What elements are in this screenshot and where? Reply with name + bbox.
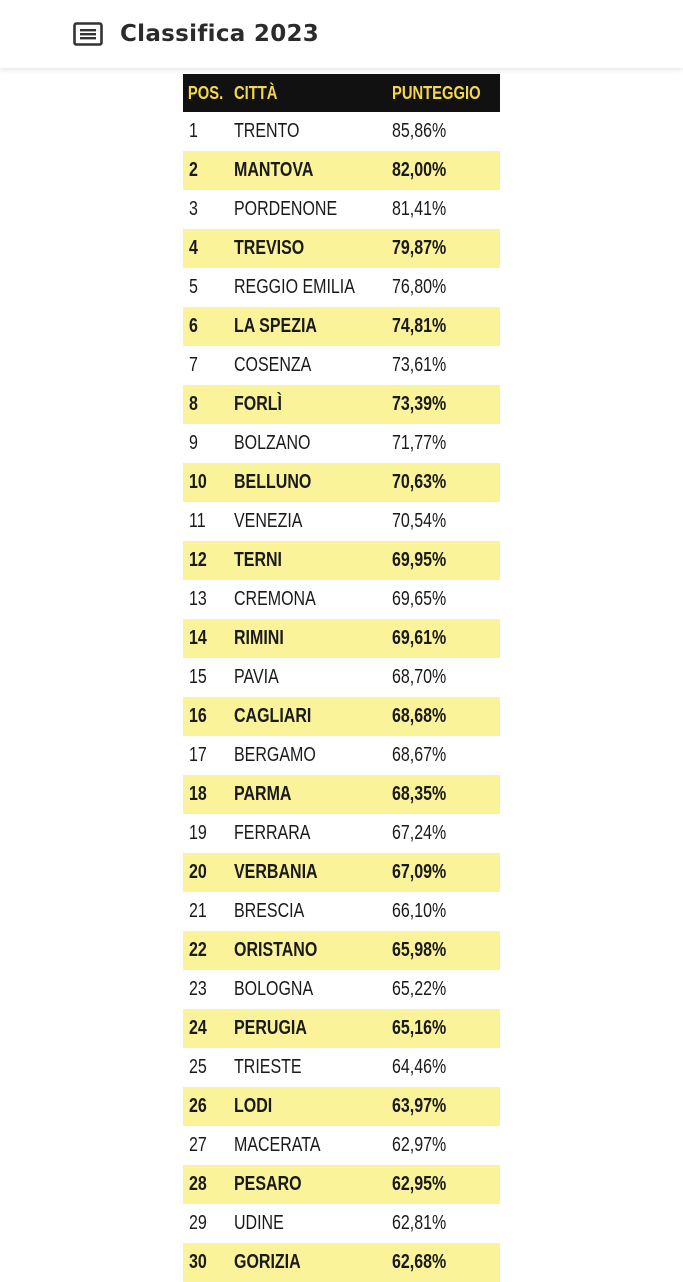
cell-pos-text: 1 — [189, 120, 198, 142]
cell-pos-text: 11 — [189, 510, 206, 532]
table-row — [183, 268, 500, 307]
cell-score-text: 63,97% — [391, 1095, 447, 1117]
cell-pos — [183, 892, 234, 931]
cell-city — [234, 190, 392, 229]
cell-pos — [183, 229, 234, 268]
cell-pos-text: 14 — [189, 627, 207, 649]
cell-pos — [183, 151, 234, 190]
cell-pos — [183, 1087, 234, 1126]
cell-city-text: UDINE — [233, 1212, 284, 1234]
cell-city-text: PORDENONE — [233, 198, 337, 220]
cell-pos — [183, 619, 234, 658]
ranking-table — [183, 74, 500, 1282]
cell-score-text: 73,61% — [391, 354, 447, 376]
cell-city — [234, 1126, 392, 1165]
cell-score-text: 69,65% — [391, 588, 447, 610]
cell-city — [234, 307, 392, 346]
cell-city-text: CAGLIARI — [233, 705, 312, 727]
cell-city — [234, 892, 392, 931]
table-row — [183, 151, 500, 190]
cell-city — [234, 1009, 392, 1048]
cell-city-text: MACERATA — [233, 1134, 321, 1156]
cell-score — [392, 775, 500, 814]
table-header-row — [183, 74, 500, 112]
table-row — [183, 1048, 500, 1087]
table-row — [183, 229, 500, 268]
cell-city-text: BERGAMO — [233, 744, 316, 766]
cell-pos — [183, 1048, 234, 1087]
table-row — [183, 1165, 500, 1204]
cell-score-text: 68,67% — [391, 744, 447, 766]
cell-score-text: 68,70% — [391, 666, 447, 688]
cell-score — [392, 190, 500, 229]
cell-city-text: TERNI — [233, 549, 282, 571]
cell-score-text: 62,97% — [391, 1134, 447, 1156]
cell-city-text: RIMINI — [233, 627, 284, 649]
cell-city — [234, 463, 392, 502]
cell-score-text: 66,10% — [391, 900, 447, 922]
cell-pos-text: 22 — [189, 939, 207, 961]
cell-city — [234, 697, 392, 736]
cell-city-text: VERBANIA — [233, 861, 318, 883]
cell-score — [392, 1048, 500, 1087]
cell-score — [392, 892, 500, 931]
cell-pos — [183, 1243, 234, 1282]
cell-score — [392, 697, 500, 736]
cell-score-text: 76,80% — [391, 276, 447, 298]
cell-pos — [183, 1165, 234, 1204]
cell-pos — [183, 814, 234, 853]
cell-pos-text: 9 — [189, 432, 198, 454]
cell-pos-text: 6 — [189, 315, 198, 337]
cell-score — [392, 1165, 500, 1204]
cell-score-text: 68,35% — [391, 783, 447, 805]
cell-pos-text: 20 — [189, 861, 207, 883]
cell-score-text: 67,09% — [391, 861, 447, 883]
cell-pos-text: 8 — [189, 393, 198, 415]
cell-pos-text: 3 — [189, 198, 198, 220]
table-row — [183, 190, 500, 229]
cell-score-text: 85,86% — [391, 120, 447, 142]
cell-city-text: TREVISO — [233, 237, 304, 259]
table-row — [183, 814, 500, 853]
cell-pos — [183, 346, 234, 385]
column-header-pos: POS. — [187, 82, 224, 103]
cell-score — [392, 229, 500, 268]
cell-city-text: FORLÌ — [233, 393, 282, 415]
cell-score-text: 82,00% — [391, 159, 447, 181]
cell-city-text: REGGIO EMILIA — [233, 276, 355, 298]
cell-pos — [183, 580, 234, 619]
cell-city — [234, 502, 392, 541]
cell-pos-text: 7 — [189, 354, 198, 376]
cell-pos — [183, 541, 234, 580]
cell-score-text: 69,61% — [391, 627, 447, 649]
column-header-score: PUNTEGGIO — [391, 82, 481, 103]
cell-score-text: 69,95% — [391, 549, 447, 571]
cell-pos — [183, 385, 234, 424]
cell-pos-text: 25 — [189, 1056, 207, 1078]
cell-pos-text: 15 — [189, 666, 207, 688]
cell-score-text: 62,68% — [391, 1251, 447, 1273]
table-row — [183, 580, 500, 619]
table-row — [183, 112, 500, 151]
cell-score-text: 64,46% — [391, 1056, 447, 1078]
cell-score — [392, 1009, 500, 1048]
cell-score-text: 73,39% — [391, 393, 447, 415]
cell-pos-text: 13 — [189, 588, 207, 610]
table-row — [183, 463, 500, 502]
cell-pos-text: 19 — [189, 822, 207, 844]
cell-city — [234, 775, 392, 814]
table-row — [183, 1087, 500, 1126]
cell-city — [234, 541, 392, 580]
cell-pos — [183, 1126, 234, 1165]
cell-score-text: 65,98% — [391, 939, 447, 961]
cell-city-text: BOLZANO — [233, 432, 311, 454]
menu-icon[interactable] — [73, 21, 103, 47]
cell-city — [234, 1204, 392, 1243]
cell-score — [392, 814, 500, 853]
cell-city — [234, 853, 392, 892]
cell-city-text: PARMA — [233, 783, 292, 805]
cell-city-text: BELLUNO — [233, 471, 312, 493]
cell-score-text: 81,41% — [391, 198, 447, 220]
cell-pos — [183, 463, 234, 502]
cell-city — [234, 424, 392, 463]
cell-pos-text: 16 — [189, 705, 207, 727]
cell-pos — [183, 853, 234, 892]
cell-pos — [183, 931, 234, 970]
cell-score-text: 79,87% — [391, 237, 447, 259]
cell-pos-text: 29 — [189, 1212, 207, 1234]
table-row — [183, 1204, 500, 1243]
cell-score — [392, 853, 500, 892]
cell-pos — [183, 775, 234, 814]
cell-pos — [183, 424, 234, 463]
cell-pos — [183, 1204, 234, 1243]
cell-city-text: BOLOGNA — [233, 978, 313, 1000]
cell-score — [392, 385, 500, 424]
cell-score — [392, 307, 500, 346]
cell-score — [392, 736, 500, 775]
cell-score-text: 70,54% — [391, 510, 447, 532]
app-header — [0, 0, 683, 68]
cell-city — [234, 736, 392, 775]
table-row — [183, 736, 500, 775]
cell-score-text: 71,77% — [391, 432, 447, 454]
table-row — [183, 775, 500, 814]
column-header-city: CITTÀ — [233, 82, 278, 103]
table-row — [183, 502, 500, 541]
cell-pos — [183, 307, 234, 346]
cell-city-text: PERUGIA — [233, 1017, 307, 1039]
cell-pos-text: 27 — [189, 1134, 207, 1156]
cell-city — [234, 658, 392, 697]
cell-score-text: 65,22% — [391, 978, 447, 1000]
cell-city — [234, 580, 392, 619]
cell-score — [392, 346, 500, 385]
cell-score — [392, 1126, 500, 1165]
cell-pos — [183, 268, 234, 307]
cell-city — [234, 970, 392, 1009]
cell-score — [392, 151, 500, 190]
cell-pos-text: 18 — [189, 783, 207, 805]
cell-score-text: 67,24% — [391, 822, 447, 844]
table-row — [183, 970, 500, 1009]
cell-pos-text: 4 — [189, 237, 198, 259]
table-row — [183, 385, 500, 424]
cell-score — [392, 463, 500, 502]
cell-city-text: COSENZA — [233, 354, 312, 376]
cell-city — [234, 619, 392, 658]
table-row — [183, 931, 500, 970]
cell-score-text: 62,81% — [391, 1212, 447, 1234]
cell-pos-text: 2 — [189, 159, 198, 181]
cell-score — [392, 931, 500, 970]
table-body — [183, 112, 500, 1282]
table-row — [183, 307, 500, 346]
cell-city-text: MANTOVA — [233, 159, 314, 181]
cell-pos-text: 17 — [189, 744, 207, 766]
cell-city — [234, 112, 392, 151]
cell-score-text: 62,95% — [391, 1173, 447, 1195]
table-row — [183, 697, 500, 736]
cell-pos-text: 12 — [189, 549, 207, 571]
table-row — [183, 619, 500, 658]
cell-city — [234, 814, 392, 853]
cell-city-text: BRESCIA — [233, 900, 304, 922]
cell-city-text: ORISTANO — [233, 939, 317, 961]
cell-pos — [183, 1009, 234, 1048]
cell-score — [392, 268, 500, 307]
cell-city-text: TRENTO — [233, 120, 300, 142]
cell-score — [392, 1087, 500, 1126]
cell-city-text: GORIZIA — [233, 1251, 301, 1273]
cell-pos — [183, 658, 234, 697]
cell-city — [234, 151, 392, 190]
cell-pos — [183, 112, 234, 151]
table-row — [183, 853, 500, 892]
cell-city — [234, 385, 392, 424]
cell-score — [392, 970, 500, 1009]
cell-city — [234, 931, 392, 970]
cell-city — [234, 1048, 392, 1087]
cell-pos — [183, 190, 234, 229]
table-row — [183, 658, 500, 697]
cell-pos-text: 30 — [189, 1251, 207, 1273]
cell-city-text: PAVIA — [233, 666, 279, 688]
cell-pos-text: 26 — [189, 1095, 207, 1117]
table-row — [183, 1126, 500, 1165]
table-row — [183, 1009, 500, 1048]
cell-score — [392, 658, 500, 697]
cell-pos — [183, 970, 234, 1009]
cell-score-text: 68,68% — [391, 705, 447, 727]
cell-city-text: LODI — [233, 1095, 272, 1117]
cell-score — [392, 502, 500, 541]
cell-pos-text: 24 — [189, 1017, 207, 1039]
cell-pos-text: 23 — [189, 978, 207, 1000]
cell-score — [392, 541, 500, 580]
cell-city-text: PESARO — [233, 1173, 302, 1195]
cell-score — [392, 112, 500, 151]
cell-city-text: CREMONA — [233, 588, 316, 610]
cell-city-text: FERRARA — [233, 822, 311, 844]
table-row — [183, 1243, 500, 1282]
cell-city — [234, 268, 392, 307]
cell-city — [234, 346, 392, 385]
cell-city-text: LA SPEZIA — [233, 315, 317, 337]
cell-score-text: 74,81% — [391, 315, 447, 337]
table-row — [183, 541, 500, 580]
cell-score — [392, 424, 500, 463]
cell-city — [234, 1087, 392, 1126]
cell-score-text: 70,63% — [391, 471, 447, 493]
cell-city — [234, 229, 392, 268]
cell-pos — [183, 736, 234, 775]
cell-pos-text: 21 — [189, 900, 207, 922]
table-row — [183, 346, 500, 385]
cell-pos-text: 5 — [189, 276, 198, 298]
table-row — [183, 892, 500, 931]
cell-pos — [183, 697, 234, 736]
cell-city — [234, 1165, 392, 1204]
cell-score — [392, 1243, 500, 1282]
cell-score-text: 65,16% — [391, 1017, 447, 1039]
cell-pos-text: 28 — [189, 1173, 207, 1195]
cell-city — [234, 1243, 392, 1282]
table-row — [183, 424, 500, 463]
cell-city-text: TRIESTE — [233, 1056, 302, 1078]
cell-score — [392, 1204, 500, 1243]
cell-city-text: VENEZIA — [233, 510, 303, 532]
cell-pos-text: 10 — [189, 471, 207, 493]
page-title: Classifica 2023 — [120, 21, 320, 47]
cell-pos — [183, 502, 234, 541]
cell-score — [392, 580, 500, 619]
cell-score — [392, 619, 500, 658]
